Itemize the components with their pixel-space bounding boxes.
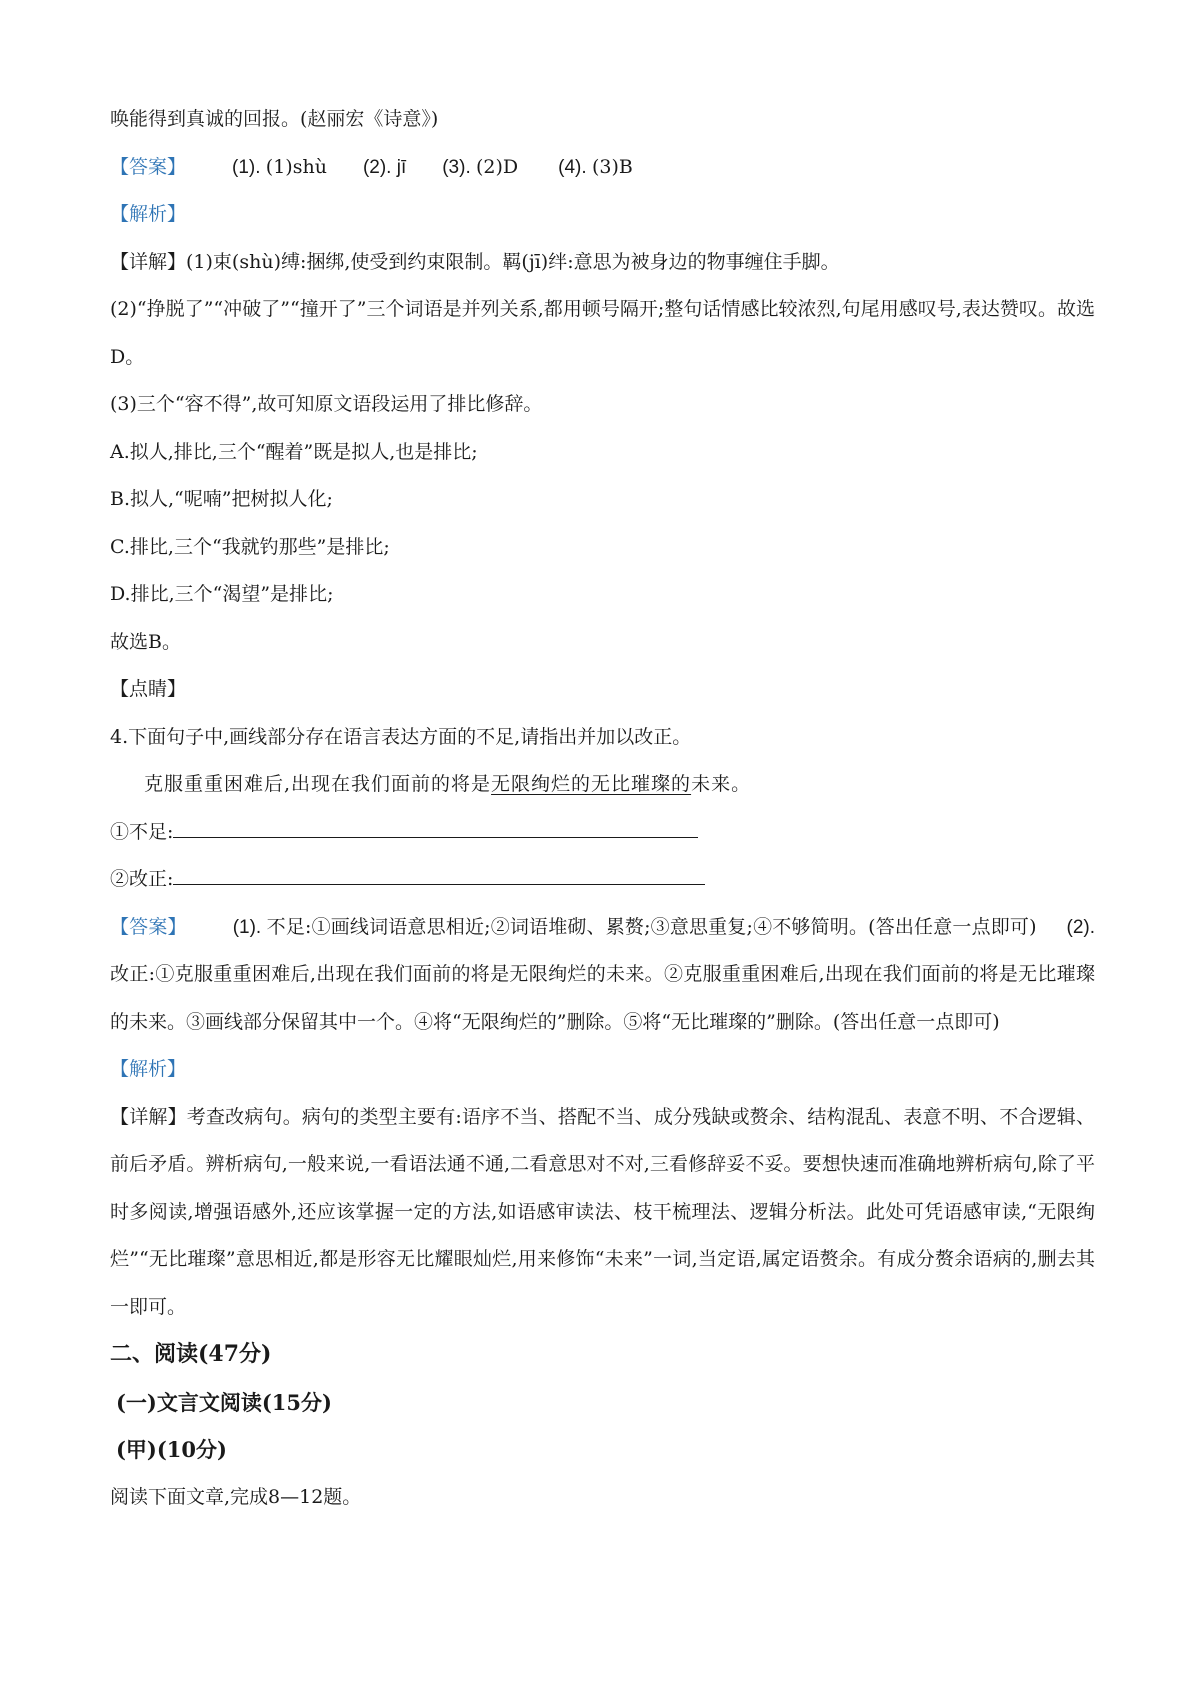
sentence-after: 未来。 — [691, 773, 752, 795]
q3-detail-para-2: (2)“挣脱了”“冲破了”“撞开了”三个词语是并列关系,都用顿号隔开;整句话情感比较浓烈,句尾用感叹号,表达赞叹。故选D。 — [110, 298, 1095, 368]
answer-value-4: (3)B — [591, 155, 633, 178]
q4-question: 4.下面句子中,画线部分存在语言表达方面的不足,请指出并加以改正。 — [110, 725, 692, 748]
reading-instruction: 阅读下面文章,完成8—12题。 — [110, 1485, 362, 1508]
option-b: B.拟人,“呢喃”把树拟人化; — [110, 488, 333, 510]
answer-value-1: (1)shù — [265, 155, 327, 178]
blank-2-row — [110, 856, 1095, 904]
option-a: A.拟人,排比,三个“醒着”既是拟人,也是排比; — [110, 440, 478, 463]
q3-conclusion: 故选B。 — [110, 630, 181, 653]
sub-subsection-heading: (甲)(10分) — [116, 1437, 227, 1462]
answer-tag: 【答案】 — [110, 155, 187, 178]
document-page — [110, 96, 1095, 1521]
answer-num-1: (1). — [232, 156, 266, 178]
analysis-tag: 【解析】 — [110, 203, 187, 225]
answer-num-2: (2). — [1066, 916, 1095, 938]
answer-num-4: (4). — [558, 156, 592, 178]
answer-part-2: 改正:①克服重重困难后,出现在我们面前的将是无限绚烂的未来。②克服重重困难后,出现在我们面前的将是无比璀璨的未来。③画线部分保留其中一个。④将“无限绚烂的”删除。⑤将“无比璀璨的”删除。(答出任意一点即可) — [110, 963, 1095, 1033]
q4-detail-block — [110, 1094, 1095, 1332]
q4-answer-block — [110, 904, 1095, 1047]
blank-1-line — [173, 811, 698, 838]
q4-sentence — [110, 761, 1095, 809]
blank-1-label: ①不足: — [110, 820, 174, 843]
sentence-underlined: 无限绚烂的无比璀璨的 — [491, 773, 692, 795]
sentence-before: 克服重重困难后,出现在我们面前的将是 — [144, 773, 492, 795]
answer-value-2: (2). jī — [362, 156, 407, 178]
answer-num-1: (1). — [232, 916, 267, 938]
subsection-heading: (一)文言文阅读(15分) — [116, 1389, 332, 1415]
answer-value-3: (2)D — [476, 155, 519, 178]
detail-text: 考查改病句。病句的类型主要有:语序不当、搭配不当、成分残缺或赘余、结构混乱、表意不明、不合逻辑、前后矛盾。辨析病句,一般来说,一看语法通不通,二看意思对不对,三看修辞妥不妥。要想快速而准确地辨析病句,除了平时多阅读,增强语感外,还应该掌握一定的方法,如语感审读法、枝干梳理法、逻辑分析法。此处可凭语感审读,“无限绚烂”“无比璀璨”意思相近,都是形容无比耀眼灿烂,用来修饰“未来”一词,当定语,属定语赘余。有成分赘余语病的,删去其一即可。 — [110, 1105, 1095, 1318]
option-c: C.排比,三个“我就钓那些”是排比; — [110, 535, 390, 558]
blank-2-line — [173, 858, 705, 885]
answer-part-1: 不足:①画线词语意思相近;②词语堆砌、累赘;③意思重复;④不够简明。(答出任意一点即可) — [266, 915, 1037, 938]
blank-1-row — [110, 809, 1095, 857]
q3-detail-line-1 — [110, 239, 1095, 287]
detail-tag: 【详解】 — [110, 250, 187, 273]
analysis-tag: 【解析】 — [110, 1058, 187, 1080]
detail-text: (1)束(shù)缚:捆绑,使受到约束限制。羁(jī)绊:意思为被身边的物事缠住手脚。 — [186, 250, 840, 273]
q3-answer-line — [110, 144, 1095, 192]
continuation-line: 唤能得到真诚的回报。(赵丽宏《诗意》) — [110, 108, 439, 130]
comment-tag: 【点睛】 — [110, 678, 187, 700]
blank-2-label: ②改正: — [110, 868, 174, 890]
option-d: D.排比,三个“渴望”是排比; — [110, 583, 334, 605]
detail-tag: 【详解】 — [110, 1105, 187, 1128]
answer-num-3: (3). — [442, 156, 476, 178]
section-heading: 二、阅读(47分) — [110, 1341, 272, 1367]
answer-tag: 【答案】 — [110, 915, 187, 938]
q3-detail-line-3: (3)三个“容不得”,故可知原文语段运用了排比修辞。 — [110, 393, 543, 415]
